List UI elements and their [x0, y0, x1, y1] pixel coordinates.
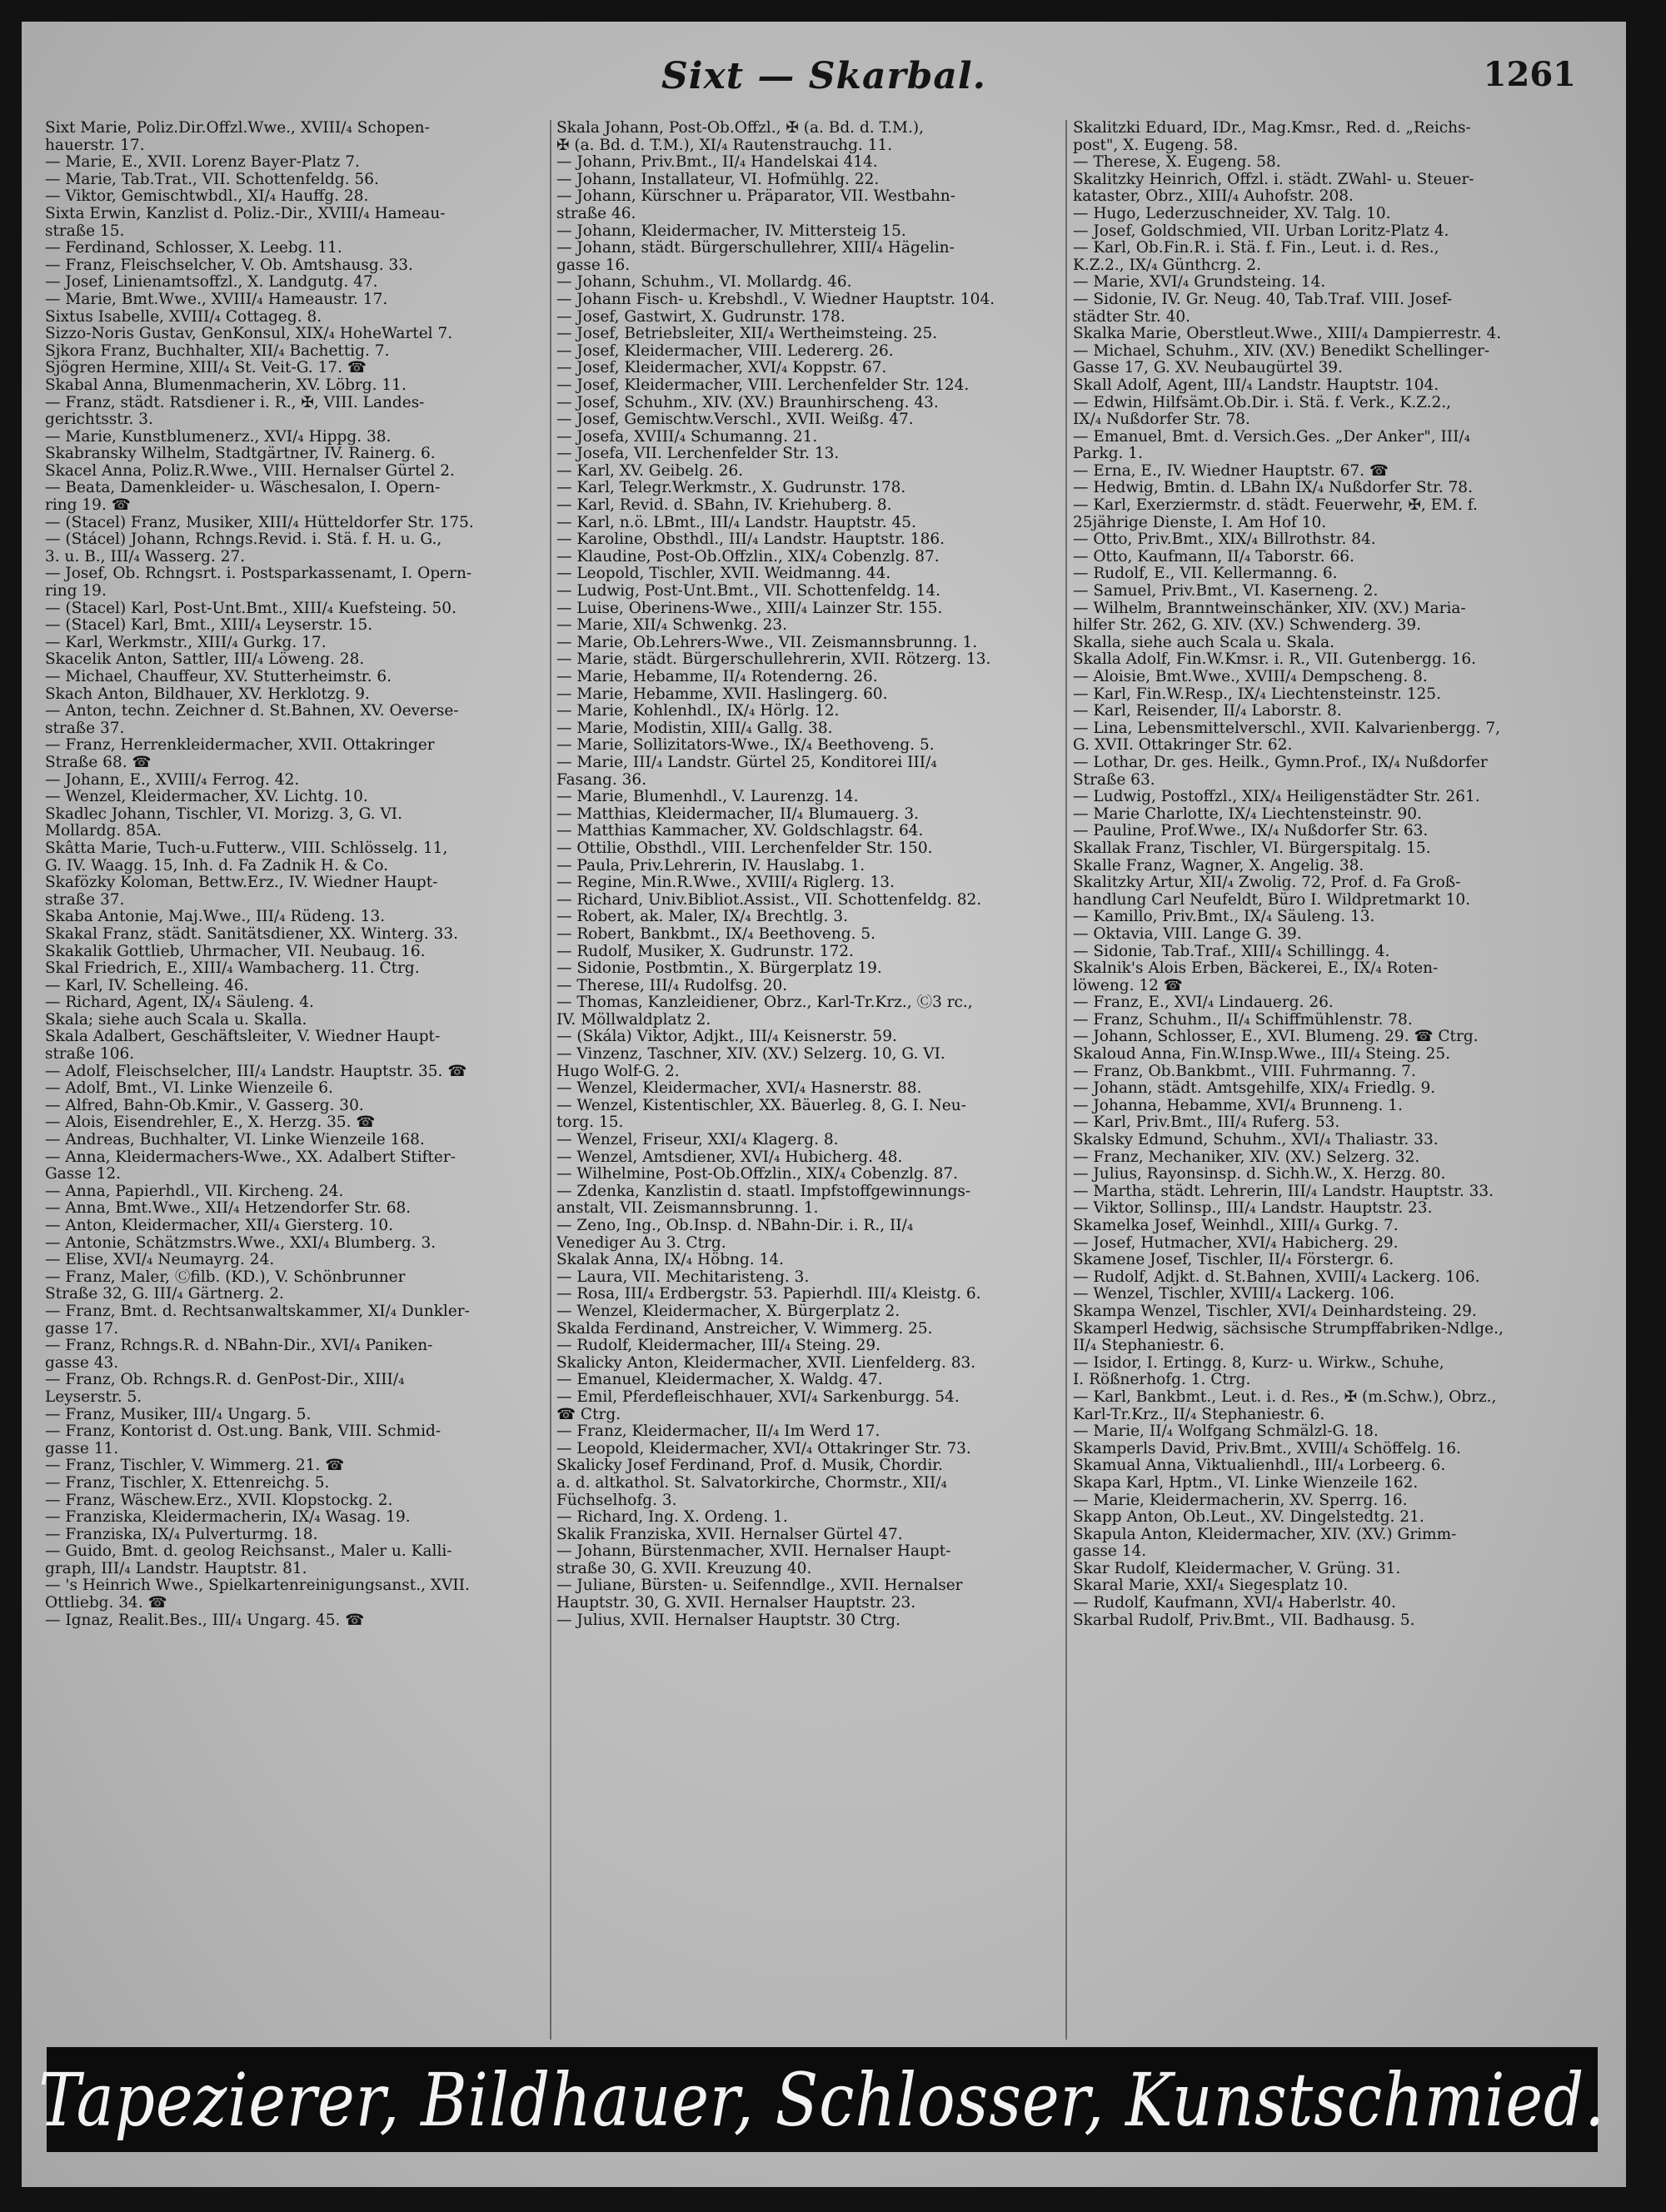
directory-entry: — Franz, Schuhm., II/₄ Schiffmühlenstr. 78. [1073, 1011, 1413, 1029]
banner-text: Tapezierer, Bildhauer, Schlosser, Kunstschmied. [38, 2056, 1606, 2143]
directory-entry: — Pauline, Prof.Wwe., IX/₄ Nußdorfer Str. 63. [1073, 823, 1429, 840]
directory-entry: — Franz, Tischler, V. Wimmerg. 21. ☎ [45, 1457, 345, 1475]
directory-entry: gasse 16. [556, 257, 631, 274]
directory-entry: — Rudolf, Adjkt. d. St.Bahnen, XVIII/₄ Lackerg. 106. [1073, 1268, 1480, 1286]
directory-entry: ☎ Ctrg. [556, 1406, 621, 1423]
directory-entry: — Marie, städt. Bürgerschullehrerin, XVII. Rötzerg. 13. [556, 651, 991, 669]
directory-entry: Ottliebg. 34. ☎ [45, 1595, 167, 1612]
directory-entry: — Josef, Ob. Rchngsrt. i. Postsparkassenamt, I. Opern- [45, 565, 472, 583]
directory-entry: G. XVII. Ottakringer Str. 62. [1073, 737, 1293, 755]
directory-entry: gasse 43. [45, 1354, 119, 1372]
directory-entry: Skalla Adolf, Fin.W.Kmsr. i. R., VII. Gutenbergg. 16. [1073, 651, 1476, 669]
directory-entry: — (Skála) Viktor, Adjkt., III/₄ Keisnerstr. 59. [556, 1029, 897, 1046]
directory-entry: — Aloisie, Bmt.Wwe., XVIII/₄ Dempscheng. 8. [1073, 669, 1428, 685]
directory-entry: — (Stacel) Franz, Musiker, XIII/₄ Hütteldorfer Str. 175. [45, 514, 474, 531]
directory-entry: Skabal Anna, Blumenmacherin, XV. Löbrg. 11. [45, 376, 407, 394]
directory-entry: — Adolf, Bmt., VI. Linke Wienzeile 6. [45, 1080, 333, 1098]
directory-entry: — Karl, n.ö. LBmt., III/₄ Landstr. Hauptstr. 45. [556, 514, 916, 531]
directory-entry: — Josef, Kleidermacher, VIII. Lerchenfelder Str. 124. [556, 376, 970, 394]
directory-entry: Skampa Wenzel, Tischler, XVI/₄ Deinhardsteing. 29. [1073, 1303, 1477, 1320]
directory-entry: straße 37. [45, 720, 125, 737]
directory-entry: — Luise, Oberinens-Wwe., XIII/₄ Lainzer Str. 155. [556, 600, 943, 617]
directory-entry: — Sidonie, Tab.Traf., XIII/₄ Schillingg. 4. [1073, 943, 1390, 960]
directory-entry: — Otto, Kaufmann, II/₄ Taborstr. 66. [1073, 548, 1354, 565]
directory-entry: Straße 32, G. III/₄ Gärtnerg. 2. [45, 1286, 284, 1303]
directory-entry: — Karl, Fin.W.Resp., IX/₄ Liechtensteinstr. 125. [1073, 685, 1441, 703]
directory-entry: Skamperl Hedwig, sächsische Strumpffabriken-Ndlge., [1073, 1320, 1504, 1338]
directory-entry: — Marie, Kunstblumenerz., XVI/₄ Hippg. 38. [45, 428, 392, 446]
directory-entry: — Johann, städt. Bürgerschullehrer, XIII/₄ Hägelin- [556, 240, 955, 257]
directory-entry: Skakal Franz, städt. Sanitätsdiener, XX. Winterg. 33. [45, 925, 459, 943]
directory-entry: — Robert, Bankbmt., IX/₄ Beethoveng. 5. [556, 925, 876, 943]
directory-entry: — Anton, techn. Zeichner d. St.Bahnen, XV. Oeverse- [45, 703, 459, 720]
directory-entry: — Franz, städt. Ratsdiener i. R., ✠, VIII. Landes- [45, 394, 425, 411]
directory-entry: — Robert, ak. Maler, IX/₄ Brechtlg. 3. [556, 909, 848, 926]
directory-entry: Straße 63. [1073, 771, 1155, 789]
directory-entry: — Matthias, Kleidermacher, II/₄ Blumauerg. 3. [556, 805, 920, 823]
directory-entry: — 's Heinrich Wwe., Spielkartenreinigungsanst., XVII. [45, 1577, 470, 1595]
directory-entry: G. IV. Waagg. 15, Inh. d. Fa Zadnik H. & Co. [45, 857, 389, 874]
directory-entry: — Lina, Lebensmittelverschl., XVII. Kalvarienbergg. 7, [1073, 720, 1500, 737]
directory-entry: — Franz, Tischler, X. Ettenreichg. 5. [45, 1474, 330, 1492]
directory-entry: Skakalik Gottlieb, Uhrmacher, VII. Neubaug. 16. [45, 943, 426, 960]
directory-entry: — Alfred, Bahn-Ob.Kmir., V. Gasserg. 30. [45, 1097, 364, 1114]
directory-entry: — Marie, XVI/₄ Grundsteing. 14. [1073, 274, 1326, 291]
directory-entry: — Franz, Maler, Ⓒfilb. (KD.), V. Schönbrunner [45, 1268, 406, 1286]
directory-entry: I. Rößnerhofg. 1. Ctrg. [1073, 1372, 1251, 1389]
directory-entry: gasse 11. [45, 1440, 119, 1457]
directory-entry: — Wenzel, Tischler, XVIII/₄ Lackerg. 106. [1073, 1286, 1395, 1303]
directory-entry: anstalt, VII. Zeismannsbrunng. 1. [556, 1200, 819, 1218]
directory-entry: Skalitzky Heinrich, Offzl. i. städt. ZWahl- u. Steuer- [1073, 171, 1474, 188]
directory-entry: Fasang. 36. [556, 771, 647, 789]
directory-entry: straße 106. [45, 1046, 135, 1064]
directory-entry: IV. Möllwaldplatz 2. [556, 1011, 711, 1029]
directory-entry: — Marie, II/₄ Wolfgang Schmälzl-G. 18. [1073, 1423, 1379, 1441]
directory-entry: Skala; siehe auch Scala u. Skalla. [45, 1011, 307, 1029]
directory-entry: — Viktor, Sollinsp., III/₄ Landstr. Hauptstr. 23. [1073, 1200, 1433, 1218]
directory-entry: — Erna, E., IV. Wiedner Hauptstr. 67. ☎ [1073, 462, 1389, 480]
directory-entry: Skaba Antonie, Maj.Wwe., III/₄ Rüdeng. 13. [45, 909, 386, 926]
directory-entry: — Edwin, Hilfsämt.Ob.Dir. i. Stä. f. Verk., K.Z.2., [1073, 394, 1452, 411]
directory-entry: — Marie, Kohlenhdl., IX/₄ Hörlg. 12. [556, 703, 840, 720]
directory-entry: — Sidonie, IV. Gr. Neug. 40, Tab.Traf. VIII. Josef- [1073, 291, 1453, 308]
directory-entry: — Laura, VII. Mechitaristeng. 3. [556, 1268, 810, 1286]
column-3 [1073, 120, 1593, 2035]
directory-entry: — Karoline, Obsthdl., III/₄ Landstr. Hauptstr. 186. [556, 531, 945, 549]
directory-entry: — Johanna, Hebamme, XVI/₄ Brunneng. 1. [1073, 1097, 1403, 1114]
directory-entry: Hauptstr. 30, G. XVII. Hernalser Hauptstr. 23. [556, 1595, 916, 1612]
directory-entry: Parkg. 1. [1073, 446, 1143, 463]
directory-entry: — Franz, Mechaniker, XIV. (XV.) Selzerg. 32. [1073, 1148, 1420, 1166]
directory-entry: — Emanuel, Kleidermacher, X. Waldg. 47. [556, 1372, 883, 1389]
directory-entry: — Johann, Schuhm., VI. Mollardg. 46. [556, 274, 852, 291]
directory-entry: Skalitzki Eduard, IDr., Mag.Kmsr., Red. d. „Reichs- [1073, 120, 1471, 137]
column-2 [556, 120, 1060, 2035]
directory-entry: straße 37. [45, 891, 125, 909]
directory-entry: — Wenzel, Kistentischler, XX. Bäuerleg. 8, G. I. Neu- [556, 1097, 966, 1114]
directory-entry: Skaloud Anna, Fin.W.Insp.Wwe., III/₄ Steing. 25. [1073, 1046, 1451, 1064]
directory-entry: Skal Friedrich, E., XIII/₄ Wambacherg. 11. Ctrg. [45, 960, 420, 978]
directory-entry: — Rosa, III/₄ Erdbergstr. 53. Papierhdl. III/₄ Kleistg. 6. [556, 1286, 981, 1303]
directory-entry: Skamual Anna, Viktualienhdl., III/₄ Lorbeerg. 6. [1073, 1457, 1446, 1475]
directory-entry: — Josefa, XVIII/₄ Schumanng. 21. [556, 428, 818, 446]
directory-entry: Skalka Marie, Oberstleut.Wwe., XIII/₄ Dampierrestr. 4. [1073, 326, 1502, 343]
directory-entry: — Franz, E., XVI/₄ Lindauerg. 26. [1073, 994, 1334, 1012]
page-header [22, 55, 1626, 122]
directory-entry: — Josef, Linienamtsoffzl., X. Landgutg. 47. [45, 274, 378, 291]
directory-entry: Skalik Franziska, XVII. Hernalser Gürtel 47. [556, 1526, 903, 1543]
directory-entry: — Marie, III/₄ Landstr. Gürtel 25, Konditorei III/₄ [556, 754, 937, 771]
directory-entry: — Wenzel, Kleidermacher, XVI/₄ Hasnerstr. 88. [556, 1080, 922, 1098]
directory-entry: — Josef, Goldschmied, VII. Urban Loritz-Platz 4. [1073, 222, 1449, 240]
directory-entry: Sjögren Hermine, XIII/₄ St. Veit-G. 17. ☎ [45, 360, 367, 377]
directory-entry: — Paula, Priv.Lehrerin, IV. Hauslabg. 1. [556, 857, 865, 874]
directory-entry: Skach Anton, Bildhauer, XV. Herklotzg. 9. [45, 685, 370, 703]
directory-entry: — Guido, Bmt. d. geolog Reichsanst., Maler u. Kalli- [45, 1543, 452, 1561]
advertisement-banner [38, 2047, 1606, 2152]
directory-entry: — Matthias Kammacher, XV. Goldschlagstr. 64. [556, 823, 924, 840]
directory-entry: hilfer Str. 262, G. XIV. (XV.) Schwenderg. 39. [1073, 617, 1422, 635]
directory-entry: — Johann, Kleidermacher, IV. Mittersteig 15. [556, 222, 906, 240]
directory-entry: Mollardg. 85A. [45, 823, 162, 840]
directory-entry: — Beata, Damenkleider- u. Wäschesalon, I. Opern- [45, 480, 441, 497]
directory-entry: Skacelik Anton, Sattler, III/₄ Löweng. 28. [45, 651, 365, 669]
directory-entry: — Karl, Ob.Fin.R. i. Stä. f. Fin., Leut. i. d. Res., [1073, 240, 1439, 257]
directory-entry: — Karl, Priv.Bmt., III/₄ Ruferg. 53. [1073, 1114, 1340, 1132]
directory-entry: handlung Carl Neufeldt, Büro I. Wildpretmarkt 10. [1073, 891, 1471, 909]
directory-entry: — Rudolf, E., VII. Kellermanng. 6. [1073, 565, 1338, 583]
directory-entry: — Emil, Pferdefleischhauer, XVI/₄ Sarkenburgg. 54. [556, 1388, 960, 1406]
directory-entry: Skallak Franz, Tischler, VI. Bürgerspitalg. 15. [1073, 839, 1431, 857]
directory-entry: Skadlec Johann, Tischler, VI. Morizg. 3, G. VI. [45, 805, 402, 823]
directory-entry: — Franz, Rchngs.R. d. NBahn-Dir., XVI/₄ Paniken- [45, 1338, 433, 1355]
directory-entry: Skapula Anton, Kleidermacher, XIV. (XV.) Grimm- [1073, 1526, 1457, 1543]
directory-entry: straße 46. [556, 205, 636, 222]
directory-entry: post", X. Eugeng. 58. [1073, 137, 1239, 154]
directory-entry: — Karl, Revid. d. SBahn, IV. Kriehuberg. 8. [556, 497, 892, 515]
directory-entry: — Alois, Eisendrehler, E., X. Herzg. 35. ☎ [45, 1114, 376, 1132]
directory-entry: — Franz, Kontorist d. Öst.ung. Bank, VIII. Schmid- [45, 1423, 441, 1441]
directory-entry: — Richard, Ing. X. Ordeng. 1. [556, 1509, 788, 1527]
directory-entry: — Viktor, Gemischtwbdl., XI/₄ Hauffg. 28. [45, 188, 369, 206]
directory-entry: gasse 14. [1073, 1543, 1147, 1561]
directory-entry: Sixt Marie, Poliz.Dir.Offzl.Wwe., XVIII/₄ Schopen- [45, 120, 430, 137]
directory-entry: — Josef, Kleidermacher, VIII. Ledererg. 26. [556, 342, 894, 360]
directory-entry: — (Stacel) Karl, Bmt., XIII/₄ Leyserstr. 15. [45, 617, 373, 635]
directory-entry: — Josef, Gastwirt, X. Gudrunstr. 178. [556, 308, 845, 326]
directory-entry: Skapa Karl, Hptm., VI. Linke Wienzeile 162. [1073, 1474, 1419, 1492]
directory-entry: 25jährige Dienste, I. Am Hof 10. [1073, 514, 1327, 531]
directory-entry: — Anna, Kleidermachers-Wwe., XX. Adalbert Stifter- [45, 1148, 456, 1166]
directory-entry: straße 30, G. XVII. Kreuzung 40. [556, 1560, 812, 1577]
directory-entry: Skâtta Marie, Tuch-u.Futterw., VIII. Schlösselg. 11, [45, 839, 448, 857]
directory-entry: — Hedwig, Bmtin. d. LBahn IX/₄ Nußdorfer Str. 78. [1073, 480, 1473, 497]
directory-entry: Füchselhofg. 3. [556, 1492, 677, 1509]
directory-entry: — Franz, Musiker, III/₄ Ungarg. 5. [45, 1406, 312, 1423]
directory-entry: gerichtsstr. 3. [45, 411, 153, 429]
directory-entry: Sjkora Franz, Buchhalter, XII/₄ Bachettig. 7. [45, 342, 390, 360]
directory-entry: — Marie, Sollizitators-Wwe., IX/₄ Beethoveng. 5. [556, 737, 935, 755]
directory-entry: städter Str. 40. [1073, 308, 1191, 326]
directory-entry: K.Z.2., IX/₄ Günthcrg. 2. [1073, 257, 1261, 274]
directory-entry: — Hugo, Lederzuschneider, XV. Talg. 10. [1073, 205, 1391, 222]
directory-entry: ring 19. [45, 583, 107, 600]
directory-entry: — Karl, Bankbmt., Leut. i. d. Res., ✠ (m.Schw.), Obrz., [1073, 1388, 1497, 1406]
directory-entry: — Karl, Reisender, II/₄ Laborstr. 8. [1073, 703, 1342, 720]
directory-entry: Skalle Franz, Wagner, X. Angelig. 38. [1073, 857, 1364, 874]
directory-entry: Sixtus Isabelle, XVIII/₄ Cottageg. 8. [45, 308, 322, 326]
directory-entry: Skarbal Rudolf, Priv.Bmt., VII. Badhausg. 5. [1073, 1612, 1415, 1629]
directory-entry: — Marie, E., XVII. Lorenz Bayer-Platz 7. [45, 154, 360, 172]
directory-entry: — Franz, Ob.Bankbmt., VIII. Fuhrmanng. 7. [1073, 1063, 1416, 1080]
directory-entry: — Anton, Kleidermacher, XII/₄ Giersterg. 10. [45, 1218, 394, 1234]
directory-entry: — Franz, Ob. Rchngs.R. d. GenPost-Dir., XIII/₄ [45, 1372, 405, 1389]
directory-entry: hauerstr. 17. [45, 137, 145, 154]
directory-entry: Skacel Anna, Poliz.R.Wwe., VIII. Hernalser Gürtel 2. [45, 462, 455, 480]
directory-entry: Skalsky Edmund, Schuhm., XVI/₄ Thaliastr. 33. [1073, 1132, 1439, 1149]
directory-entry: — Richard, Univ.Bibliot.Assist., VII. Schottenfeldg. 82. [556, 891, 982, 909]
directory-entry: — Zeno, Ing., Ob.Insp. d. NBahn-Dir. i. R., II/₄ [556, 1218, 914, 1234]
directory-entry: — Kamillo, Priv.Bmt., IX/₄ Säuleng. 13. [1073, 909, 1375, 926]
directory-entry: — Wenzel, Kleidermacher, XV. Lichtg. 10. [45, 789, 368, 806]
directory-entry: — Anna, Papierhdl., VII. Kircheng. 24. [45, 1183, 344, 1200]
directory-entry: Skapp Anton, Ob.Leut., XV. Dingelstedtg. 21. [1073, 1509, 1424, 1527]
directory-entry: — Rudolf, Kleidermacher, III/₄ Steing. 29. [556, 1338, 881, 1355]
directory-entry: — Marie, Modistin, XIII/₄ Gallg. 38. [556, 720, 833, 737]
directory-entry: Skar Rudolf, Kleidermacher, V. Grüng. 31. [1073, 1560, 1401, 1577]
directory-entry: — Franz, Bmt. d. Rechtsanwaltskammer, XI/₄ Dunkler- [45, 1303, 470, 1320]
directory-entry: — Thomas, Kanzleidiener, Obrz., Karl-Tr.Krz., Ⓒ3 rc., [556, 994, 973, 1012]
directory-entry: — (Stácel) Johann, Rchngs.Revid. i. Stä. f. H. u. G., [45, 531, 442, 549]
directory-entry: Gasse 12. [45, 1166, 122, 1183]
directory-entry: — Johann, Installateur, VI. Hofmühlg. 22. [556, 171, 880, 188]
directory-entry: Skalla, siehe auch Scala u. Skala. [1073, 634, 1335, 651]
directory-entry: Skalnik's Alois Erben, Bäckerei, E., IX/₄ Roten- [1073, 960, 1439, 978]
directory-entry: — Ludwig, Postoffzl., XIX/₄ Heiligenstädter Str. 261. [1073, 789, 1480, 806]
directory-entry: — Adolf, Fleischselcher, III/₄ Landstr. Hauptstr. 35. ☎ [45, 1063, 467, 1080]
directory-entry: — Wilhelmine, Post-Ob.Offzlin., XIX/₄ Cobenzlg. 87. [556, 1166, 958, 1183]
directory-entry: — Franziska, Kleidermacherin, IX/₄ Wasag. 19. [45, 1509, 411, 1527]
directory-entry: — Marie, XII/₄ Schwenkg. 23. [556, 617, 788, 635]
directory-entry: — Regine, Min.R.Wwe., XVIII/₄ Riglerg. 13. [556, 874, 895, 892]
directory-entry: löweng. 12 ☎ [1073, 977, 1183, 994]
directory-entry: Skala Johann, Post-Ob.Offzl., ✠ (a. Bd. d. T.M.), [556, 120, 924, 137]
directory-entry: — Sidonie, Postbmtin., X. Bürgerplatz 19. [556, 960, 882, 978]
directory-entry: — Johann, E., XVIII/₄ Ferrog. 42. [45, 771, 300, 789]
directory-entry: — Leopold, Kleidermacher, XVI/₄ Ottakringer Str. 73. [556, 1440, 971, 1457]
directory-entry: — Rudolf, Kaufmann, XVI/₄ Haberlstr. 40. [1073, 1595, 1396, 1612]
directory-entry: — Marie, Tab.Trat., VII. Schottenfeldg. 56. [45, 171, 379, 188]
directory-entry: — Marie, Blumenhdl., V. Laurenzg. 14. [556, 789, 859, 806]
directory-entry: — Andreas, Buchhalter, VI. Linke Wienzeile 168. [45, 1132, 425, 1149]
column-divider [1065, 120, 1067, 2040]
directory-entry: — Johann, Kürschner u. Präparator, VII. Westbahn- [556, 188, 955, 206]
column-1 [45, 120, 545, 2035]
directory-entry: II/₄ Stephaniestr. 6. [1073, 1338, 1225, 1355]
directory-entry: ring 19. ☎ [45, 497, 131, 515]
directory-entry: Venediger Au 3. Ctrg. [556, 1234, 726, 1252]
directory-entry: — Josef, Gemischtw.Verschl., XVII. Weißg. 47. [556, 411, 914, 429]
directory-entry: Skaral Marie, XXI/₄ Siegesplatz 10. [1073, 1577, 1349, 1595]
directory-entry: — Johann, Bürstenmacher, XVII. Hernalser Haupt- [556, 1543, 951, 1561]
directory-entry: — Lothar, Dr. ges. Heilk., Gymn.Prof., IX/₄ Nußdorfer [1073, 754, 1488, 771]
directory-entry: gasse 17. [45, 1320, 119, 1338]
directory-entry: 3. u. B., III/₄ Wasserg. 27. [45, 548, 246, 565]
directory-entry: graph, III/₄ Landstr. Hauptstr. 81. [45, 1560, 307, 1577]
directory-entry: — Julius, Rayonsinsp. d. Sichh.W., X. Herzg. 80. [1073, 1166, 1446, 1183]
directory-entry: — Juliane, Bürsten- u. Seifenndlge., XVII. Hernalser [556, 1577, 963, 1595]
directory-entry: — Leopold, Tischler, XVII. Weidmanng. 44. [556, 565, 891, 583]
directory-entry: — Marie Charlotte, IX/₄ Liechtensteinstr. 90. [1073, 805, 1422, 823]
directory-entry: — Karl, Werkmstr., XIII/₄ Gurkg. 17. [45, 634, 327, 651]
directory-entry: IX/₄ Nußdorfer Str. 78. [1073, 411, 1250, 429]
directory-entry: — Martha, städt. Lehrerin, III/₄ Landstr. Hauptstr. 33. [1073, 1183, 1494, 1200]
directory-entry: Skafözky Koloman, Bettw.Erz., IV. Wiedner Haupt- [45, 874, 438, 892]
directory-entry: — Wilhelm, Branntweinschänker, XIV. (XV.) Maria- [1073, 600, 1466, 617]
directory-entry: — Emanuel, Bmt. d. Versich.Ges. „Der Anker", III/₄ [1073, 428, 1471, 446]
directory-entry: Skall Adolf, Agent, III/₄ Landstr. Hauptstr. 104. [1073, 376, 1439, 394]
directory-entry: — Rudolf, Musiker, X. Gudrunstr. 172. [556, 943, 854, 960]
directory-entry: — Ferdinand, Schlosser, X. Leebg. 11. [45, 240, 342, 257]
directory-entry: — Klaudine, Post-Ob.Offzlin., XIX/₄ Cobenzlg. 87. [556, 548, 940, 565]
directory-entry: Skalitzky Artur, XII/₄ Zwolig. 72, Prof. d. Fa Groß- [1073, 874, 1461, 892]
directory-entry: ✠ (a. Bd. d. T.M.), XI/₄ Rautenstrauchg. 11. [556, 137, 893, 154]
directory-entry: Karl-Tr.Krz., II/₄ Stephaniestr. 6. [1073, 1406, 1325, 1423]
directory-entry: Skamelka Josef, Weinhdl., XIII/₄ Gurkg. 7. [1073, 1218, 1399, 1234]
directory-entry: — Franz, Kleidermacher, II/₄ Im Werd 17. [556, 1423, 880, 1441]
directory-entry: — Julius, XVII. Hernalser Hauptstr. 30 Ctrg. [556, 1612, 901, 1629]
directory-entry: — Karl, XV. Geibelg. 26. [556, 462, 744, 480]
directory-entry: Straße 68. ☎ [45, 754, 152, 771]
directory-entry: — Franz, Herrenkleidermacher, XVII. Ottakringer [45, 737, 435, 755]
directory-entry: — Marie, Kleidermacherin, XV. Sperrg. 16. [1073, 1492, 1408, 1509]
directory-entry: Leyserstr. 5. [45, 1388, 142, 1406]
directory-entry: — Johann, städt. Amtsgehilfe, XIX/₄ Friedlg. 9. [1073, 1080, 1436, 1098]
directory-entry: Skamperls David, Priv.Bmt., XVIII/₄ Schöffelg. 16. [1073, 1440, 1461, 1457]
directory-entry: — Therese, X. Eugeng. 58. [1073, 154, 1281, 172]
directory-entry: — Josef, Betriebsleiter, XII/₄ Wertheimsteing. 25. [556, 326, 938, 343]
directory-entry: — Oktavia, VIII. Lange G. 39. [1073, 925, 1302, 943]
directory-entry: — Wenzel, Amtsdiener, XVI/₄ Hubicherg. 48. [556, 1148, 903, 1166]
directory-entry: — Elise, XVI/₄ Neumayrg. 24. [45, 1252, 275, 1269]
directory-entry: kataster, Obrz., XIII/₄ Auhofstr. 208. [1073, 188, 1354, 206]
directory-entry: — Wenzel, Kleidermacher, X. Bürgerplatz 2. [556, 1303, 900, 1320]
directory-entry: — Wenzel, Friseur, XXI/₄ Klagerg. 8. [556, 1132, 839, 1149]
directory-entry: — Josef, Hutmacher, XVI/₄ Habicherg. 29. [1073, 1234, 1399, 1252]
directory-entry: Sizzo-Noris Gustav, GenKonsul, XIX/₄ HoheWartel 7. [45, 326, 453, 343]
page-number: 1261 [1483, 55, 1576, 94]
directory-entry: — Josef, Kleidermacher, XVI/₄ Koppstr. 67. [556, 360, 887, 377]
directory-entry: — Richard, Agent, IX/₄ Säuleng. 4. [45, 994, 314, 1012]
directory-entry: — Karl, IV. Schelleing. 46. [45, 977, 249, 994]
directory-entry: — Johann, Schlosser, E., XVI. Blumeng. 29. ☎ Ctrg. [1073, 1029, 1479, 1046]
directory-entry: — Franziska, IX/₄ Pulverturmg. 18. [45, 1526, 318, 1543]
directory-entry: — Vinzenz, Taschner, XIV. (XV.) Selzerg. 10, G. VI. [556, 1046, 945, 1064]
directory-entry: torg. 15. [556, 1114, 624, 1132]
directory-entry: — Franz, Wäschew.Erz., XVII. Klopstockg. 2. [45, 1492, 393, 1509]
directory-entry: — Johann, Priv.Bmt., II/₄ Handelskai 414. [556, 154, 878, 172]
directory-entry: — Ludwig, Post-Unt.Bmt., VII. Schottenfeldg. 14. [556, 583, 940, 600]
column-divider [550, 120, 551, 2040]
directory-entry: Skalak Anna, IX/₄ Höbng. 14. [556, 1252, 784, 1269]
directory-entry: — Josef, Schuhm., XIV. (XV.) Braunhirscheng. 43. [556, 394, 939, 411]
directory-entry: — Isidor, I. Ertingg. 8, Kurz- u. Wirkw., Schuhe, [1073, 1354, 1444, 1372]
directory-entry: Hugo Wolf-G. 2. [556, 1063, 680, 1080]
directory-entry: — Karl, Exerziermstr. d. städt. Feuerwehr, ✠, EM. f. [1073, 497, 1478, 515]
directory-entry: — Antonie, Schätzmstrs.Wwe., XXI/₄ Blumberg. 3. [45, 1234, 436, 1252]
directory-entry: — Zdenka, Kanzlistin d. staatl. Impfstoffgewinnungs- [556, 1183, 971, 1200]
directory-entry: — Marie, Hebamme, XVII. Haslingerg. 60. [556, 685, 888, 703]
directory-entry: — Franz, Fleischselcher, V. Ob. Amtshausg. 33. [45, 257, 413, 274]
directory-entry: — (Stacel) Karl, Post-Unt.Bmt., XIII/₄ Kuefsteing. 50. [45, 600, 456, 617]
directory-entry: — Michael, Schuhm., XIV. (XV.) Benedikt Schellinger- [1073, 342, 1490, 360]
directory-entry: — Otto, Priv.Bmt., XIX/₄ Billrothstr. 84. [1073, 531, 1376, 549]
directory-entry: Skalicky Josef Ferdinand, Prof. d. Musik, Chordir. [556, 1457, 943, 1475]
directory-entry: — Josefa, VII. Lerchenfelder Str. 13. [556, 446, 840, 463]
directory-entry: — Samuel, Priv.Bmt., VI. Kaserneng. 2. [1073, 583, 1379, 600]
page-title: Sixt — Skarbal. [661, 55, 986, 97]
directory-entry: — Marie, Hebamme, II/₄ Rotenderng. 26. [556, 669, 878, 685]
directory-entry: — Karl, Telegr.Werkmstr., X. Gudrunstr. 178. [556, 480, 906, 497]
directory-entry: Gasse 17, G. XV. Neubaugürtel 39. [1073, 360, 1343, 377]
directory-entry: Sixta Erwin, Kanzlist d. Poliz.-Dir., XVIII/₄ Hameau- [45, 205, 446, 222]
directory-entry: Skala Adalbert, Geschäftsleiter, V. Wiedner Haupt- [45, 1029, 441, 1046]
directory-entry: Skalda Ferdinand, Anstreicher, V. Wimmerg. 25. [556, 1320, 933, 1338]
directory-entry: Skabransky Wilhelm, Stadtgärtner, IV. Rainerg. 6. [45, 446, 436, 463]
directory-entry: — Ottilie, Obsthdl., VIII. Lerchenfelder Str. 150. [556, 839, 933, 857]
directory-entry: — Johann Fisch- u. Krebshdl., V. Wiedner Hauptstr. 104. [556, 291, 995, 308]
directory-entry: — Marie, Bmt.Wwe., XVIII/₄ Hameaustr. 17. [45, 291, 388, 308]
directory-entry: — Anna, Bmt.Wwe., XII/₄ Hetzendorfer Str. 68. [45, 1200, 412, 1218]
directory-page [22, 22, 1626, 2187]
directory-entry: — Michael, Chauffeur, XV. Stutterheimstr. 6. [45, 669, 392, 685]
directory-entry: — Marie, Ob.Lehrers-Wwe., VII. Zeismannsbrunng. 1. [556, 634, 978, 651]
directory-entry: a. d. altkathol. St. Salvatorkirche, Chormstr., XII/₄ [556, 1474, 947, 1492]
directory-entry: — Therese, III/₄ Rudolfsg. 20. [556, 977, 788, 994]
directory-entry: straße 15. [45, 222, 125, 240]
directory-entry: Skalicky Anton, Kleidermacher, XVII. Lienfelderg. 83. [556, 1354, 976, 1372]
directory-entry: Skamene Josef, Tischler, II/₄ Förstergr. 6. [1073, 1252, 1394, 1269]
directory-entry: — Ignaz, Realit.Bes., III/₄ Ungarg. 45. ☎ [45, 1612, 365, 1629]
